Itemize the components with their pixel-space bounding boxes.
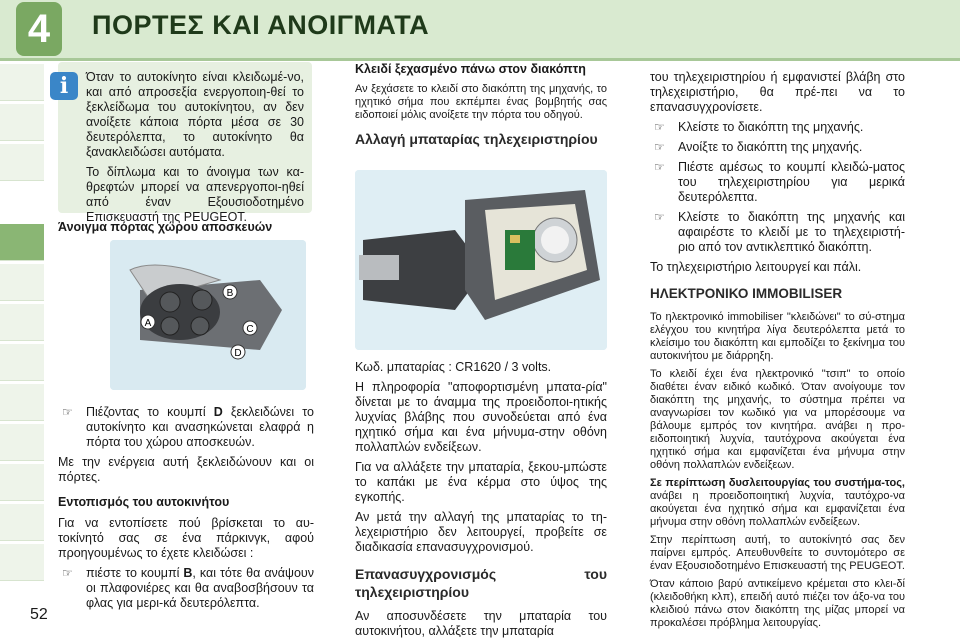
key-remote-illustration <box>110 240 306 390</box>
info-paragraph: Όταν το αυτοκίνητο είναι κλειδωμέ-νο, και από απροσεξία ενεργοποιη-θεί το ξεκλείδωμα του αυτοκίνητου, αν δεν ανοίξετε κάποια πόρτα μέσα σε 30 δευτερόλεπτα, το αυτοκίνητο θα ξανακλειδώσει αυτόματα. <box>86 70 304 159</box>
info-text <box>86 70 304 230</box>
side-tab[interactable] <box>0 104 44 141</box>
side-tab[interactable] <box>0 64 44 101</box>
info-icon: i <box>50 72 78 100</box>
list-item: ☞ Πιέζοντας το κουμπί D ξεκλειδώνει το αυτοκίνητο και ανασηκώνεται ελαφρά η πόρτα του χώρου αποσκευών. <box>62 405 314 449</box>
section-heading: Άνοιγμα πόρτας χώρου αποσκευών <box>58 220 273 234</box>
paragraph: Το τηλεχειριστήριο λειτουργεί και πάλι. <box>650 260 862 274</box>
section-heading: Κλειδί ξεχασμένο πάνω στον διακόπτη <box>355 62 586 76</box>
side-tab[interactable] <box>0 344 44 381</box>
paragraph: Αν ξεχάσετε το κλειδί στο διακόπτη της μηχανής, το ηχητικό σήμα που εκπέμπει ένας βομβητής σας ειδοποιεί μόλις ανοίξετε την πόρτα του οδηγού. <box>355 83 607 121</box>
paragraph: Για να αλλάξετε την μπαταρία, ξεκου-μπώστε το καπάκι με ένα κέρμα στο ύψος της εγκοπής. <box>355 460 607 504</box>
column-2-top <box>355 62 607 156</box>
chapter-side-tabs <box>0 64 46 624</box>
button-label-a: A <box>144 318 152 329</box>
side-tab[interactable] <box>0 264 44 301</box>
finger-pointer-icon: ☞ <box>62 405 73 419</box>
paragraph: του τηλεχειριστηρίου ή εμφανιστεί βλάβη στο τηλεχειριστήριο, θα πρέ-πει να το επανασυγχρονίσετε. <box>650 70 905 114</box>
battery-remote-illustration <box>355 170 607 350</box>
list-item: ☞ Κλείστε το διακόπτη της μηχανής. <box>654 120 864 134</box>
finger-pointer-icon: ☞ <box>62 566 73 580</box>
section-heading: Επανασυγχρονισμός του τηλεχειριστηρίου <box>355 566 607 600</box>
button-label-b: B <box>226 288 234 299</box>
key-remote-photo <box>110 240 306 390</box>
list-item: ☞ Πιέστε αμέσως το κουμπί κλειδώ-ματος του τηλεχειριστηρίου για μερικά δευτερόλεπτα. <box>654 160 905 204</box>
list-item: ☞ Ανοίξτε το διακόπτη της μηχανής. <box>654 140 863 154</box>
page-number: 52 <box>30 606 48 623</box>
side-tab[interactable] <box>0 144 44 181</box>
column-1-body <box>58 405 314 616</box>
paragraph: Το κλειδί έχει ένα ηλεκτρονικό "τσιπ" το οποίο διαθέτει έναν ειδικό κωδικό. Όταν ανοίγουμε τον διακόπτη της μηχανής, το σύστημα πρέπει να αναγνωρίσει τον κωδικό για να μπορέσουμε να βάλουμε εμπρός τον κινητήρα. ανάβει η προ-ειδοποιητική λυχνία, ταυτόχρονα ακούγεται ένα ηχητικό σήμα και εμφανίζεται ένα μήνυμα στην οθόνη πολλαπλών ενδείξεων. <box>650 368 905 471</box>
paragraph: Η πληροφορία "αποφορτισμένη μπατα-ρία" δίνεται με το άναμμα της προειδοποι-ητικής λυχνίας βλάβης που συνοδεύεται από ένα ηχητικό σήμα και ένα μήνυμα-στην οθόνη πολλαπλών ενδείξεων. <box>355 380 607 454</box>
list-item: ☞ Κλείστε το διακόπτη της μηχανής και αφαιρέστε το κλειδί με το τηλεχειριστή-ριο από τον αντικλεπτικό διακόπτη. <box>654 210 905 254</box>
paragraph: Αν αποσυνδέσετε την μπαταρία του αυτοκινήτου, αλλάξετε την μπαταρία <box>355 609 607 638</box>
button-label-c: C <box>246 324 254 335</box>
finger-pointer-icon: ☞ <box>654 160 665 174</box>
battery-change-photo <box>355 170 607 350</box>
side-tab-active[interactable] <box>0 224 44 261</box>
side-tab[interactable] <box>0 384 44 421</box>
section-heading: Αλλαγή μπαταρίας τηλεχειριστηρίου <box>355 131 598 147</box>
list-item: ☞ πιέστε το κουμπί B, και τότε θα ανάψουν οι πλαφονιέρες και θα αναβοσβήσουν τα φλας για μερι-κά δευτερόλεπτα. <box>62 566 314 610</box>
column-3 <box>650 70 905 635</box>
info-paragraph: Το δίπλωμα και το άνοιγμα των κα-θρεφτών μπορεί να απενεργοποι-ηθεί από έναν Εξουσιοδοτημένο Επισκευαστή της PEUGEOT. <box>86 165 304 224</box>
finger-pointer-icon: ☞ <box>654 140 665 154</box>
side-tab[interactable] <box>0 504 44 541</box>
side-tab[interactable] <box>0 424 44 461</box>
finger-pointer-icon: ☞ <box>654 120 665 134</box>
side-tab[interactable] <box>0 464 44 501</box>
section-heading: ΗΛΕΚΤΡΟΝΙΚΟ IMMOBILISER <box>650 286 843 301</box>
button-label-d: D <box>234 348 242 359</box>
button-letter-b: B <box>183 566 193 580</box>
paragraph: Το ηλεκτρονικό immobiliser "κλειδώνει" το σύ-στημα ελέγχου του κινητήρα λίγα δευτερόλεπτα μετά το κλείσιμο του διακόπτη και εμποδίζει το ξεκίνημα του αυτοκινήτου με διάρρηξη. <box>650 311 905 362</box>
column-1 <box>58 220 314 241</box>
paragraph: Σε περίπτωση δυσλειτουργίας του συστήμα-τος, ανάβει η προειδοποιητική λυχνία, ταυτόχρο-να ακούγεται ένα ηχητικό σήμα και εμφανίζεται ένα μήνυμα στην οθόνη πολλαπλών ενδείξεων. <box>650 477 905 528</box>
header-divider <box>0 58 960 61</box>
paragraph: Για να εντοπίσετε πού βρίσκεται το αυ-τοκίνητό σας σε ένα πάρκινγκ, αφού προηγουμένως το έχετε κλειδώσει : <box>58 516 314 560</box>
paragraph: Στην περίπτωση αυτή, το αυτοκίνητό σας δεν παίρνει εμπρός. Απευθυνθείτε το συντομότερο σε έναν Εξουσιοδοτημένο Επισκευαστή της PEUGEOT. <box>650 534 905 572</box>
side-tab[interactable] <box>0 304 44 341</box>
paragraph: Αν μετά την αλλαγή της μπαταρίας το τη-λεχειριστήριο δεν λειτουργεί, προβείτε σε διαδικασία επανασυγχρονισμού. <box>355 510 607 554</box>
chapter-title: ΠΟΡΤΕΣ ΚΑΙ ΑΝΟΙΓΜΑΤΑ <box>92 10 430 40</box>
chapter-number-badge: 4 <box>16 2 62 56</box>
finger-pointer-icon: ☞ <box>654 210 665 224</box>
info-box <box>58 62 312 224</box>
battery-code: Κωδ. μπαταρίας : CR1620 / 3 volts. <box>355 360 552 374</box>
side-tab[interactable] <box>0 544 44 581</box>
button-letter-d: D <box>213 405 223 419</box>
paragraph: Με την ενέργεια αυτή ξεκλειδώνουν και οι πόρτες. <box>58 455 314 484</box>
column-2-body <box>355 360 607 644</box>
section-heading: Εντοπισμός του αυτοκινήτου <box>58 495 230 509</box>
paragraph: Όταν κάποιο βαρύ αντικείμενο κρέμεται στο κλει-δί (κλειδοθήκη κλπ), επειδή αυτό πιέζει τον άξο-να του κλειδιού πάνω στον διακόπτη της μίζας μπορεί να προκαλέσει πρόβλημα λειτουργίας. <box>650 578 905 629</box>
